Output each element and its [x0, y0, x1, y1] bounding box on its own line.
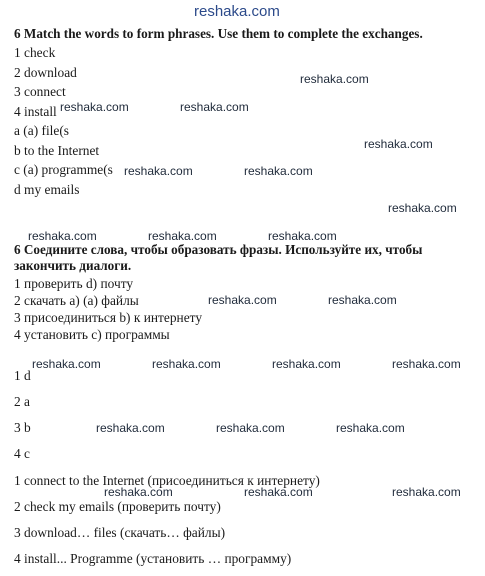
ru-pair-4: 4 установить c) программы — [14, 327, 170, 342]
watermark: reshaka.com — [268, 229, 337, 243]
exercise-heading-ru-line2: закончить диалоги. — [14, 258, 132, 273]
ru-pair-2: 2 скачать a) (a) файлы — [14, 293, 139, 308]
watermark: reshaka.com — [364, 137, 433, 151]
left-item-2: 2 download — [14, 65, 77, 80]
phrase-2: 2 check my emails (проверить почту) — [14, 499, 221, 514]
watermark: reshaka.com — [336, 421, 405, 435]
answer-2: 2 a — [14, 394, 30, 409]
ru-pair-3: 3 присоединиться b) к интернету — [14, 310, 203, 325]
watermark: reshaka.com — [244, 485, 313, 499]
watermark: reshaka.com — [32, 357, 101, 371]
exercise-heading-en: 6 Match the words to form phrases. Use them to complete the exchanges. — [14, 26, 423, 41]
right-item-a: a (a) file(s — [14, 123, 70, 138]
watermark: reshaka.com — [60, 100, 129, 114]
watermark: reshaka.com — [148, 229, 217, 243]
phrase-4: 4 install... Programme (установить … программу) — [14, 551, 292, 566]
phrase-3: 3 download… files (скачать… файлы) — [14, 525, 226, 540]
watermark: reshaka.com — [104, 485, 173, 499]
left-item-4: 4 install — [14, 104, 57, 119]
watermark: reshaka.com — [272, 357, 341, 371]
right-item-d: d my emails — [14, 182, 80, 197]
watermark: reshaka.com — [208, 293, 277, 307]
watermark: reshaka.com — [124, 164, 193, 178]
ru-pair-1: 1 проверить d) почту — [14, 276, 134, 291]
watermark: reshaka.com — [96, 421, 165, 435]
watermark: reshaka.com — [328, 293, 397, 307]
exercise-heading-ru-line1: 6 Соедините слова, чтобы образовать фразы. Используйте их, чтобы — [14, 242, 423, 257]
answer-4: 4 c — [14, 446, 30, 461]
watermark: reshaka.com — [152, 357, 221, 371]
answer-3: 3 b — [14, 420, 31, 435]
right-item-c: c (a) programme(s — [14, 162, 113, 177]
left-item-3: 3 connect — [14, 84, 66, 99]
watermark: reshaka.com — [216, 421, 285, 435]
watermark: reshaka.com — [244, 164, 313, 178]
right-item-b: b to the Internet — [14, 143, 100, 158]
answer-1: 1 d — [14, 368, 31, 383]
watermark: reshaka.com — [392, 357, 461, 371]
watermark: reshaka.com — [300, 72, 369, 86]
watermark: reshaka.com — [388, 201, 457, 215]
watermark-top: reshaka.com — [194, 3, 280, 20]
watermark: reshaka.com — [28, 229, 97, 243]
left-item-1: 1 check — [14, 45, 56, 60]
watermark: reshaka.com — [180, 100, 249, 114]
phrase-1: 1 connect to the Internet (присоединиться к интернету) — [14, 473, 320, 488]
watermark: reshaka.com — [392, 485, 461, 499]
